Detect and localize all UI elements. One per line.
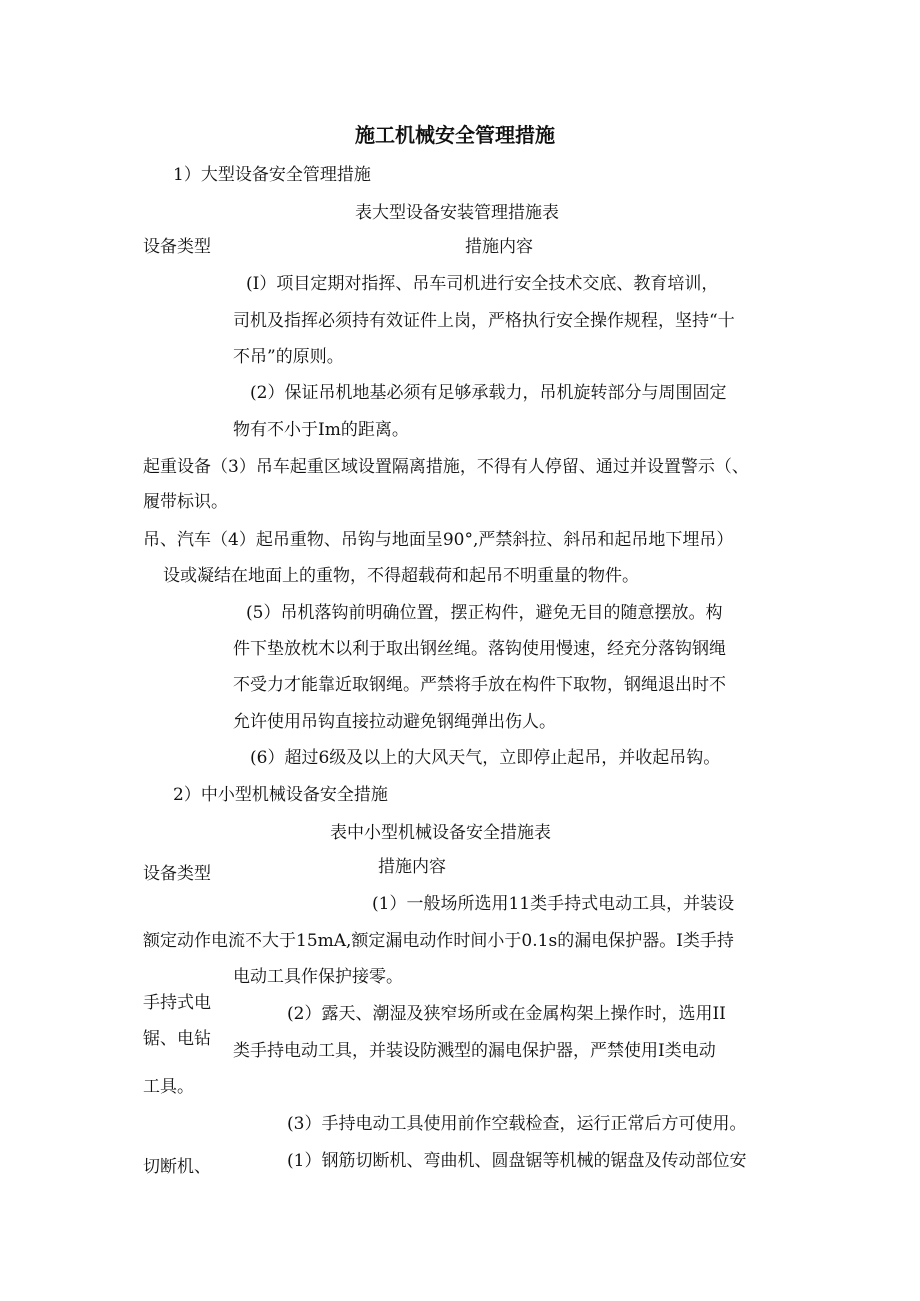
text-line: 履带标识。 — [143, 492, 228, 512]
text-line: (1）钢筋切断机、弯曲机、圆盘锯等机械的锯盘及传动部位安 — [287, 1151, 747, 1171]
section-heading: 1）大型设备安全管理措施 — [173, 165, 371, 185]
column-header-content: 措施内容 — [378, 857, 446, 877]
text-line: 类手持电动工具，并装设防溅型的漏电保护器，严禁使用I类电动 — [233, 1041, 716, 1061]
text-line: (5）吊机落钩前明确位置，摆正构件，避免无目的随意摆放。构 — [246, 603, 723, 623]
text-line: 司机及指挥必须持有效证件上岗，严格执行安全操作规程，坚持“十 — [233, 311, 735, 331]
column-header-type: 设备类型 — [143, 237, 211, 257]
text-line: 手持式电 — [143, 993, 211, 1013]
text-line: 不受力才能靠近取钢绳。严禁将手放在构件下取物，钢绳退出时不 — [233, 675, 726, 695]
text-line: 电动工具作保护接零。 — [233, 967, 403, 987]
text-line: 锯、电钻 — [143, 1029, 211, 1049]
text-line: 允许使用吊钩直接拉动避免钢绳弹出伤人。 — [233, 712, 556, 732]
text-line: (2）保证吊机地基必须有足够承载力，吊机旋转部分与周围固定 — [250, 383, 727, 403]
text-line: 起重设备（3）吊车起重区域设置隔离措施，不得有人停留、通过并设置警示（、 — [143, 457, 749, 477]
text-line: 设或凝结在地面上的重物，不得超载荷和起吊不明重量的物件。 — [163, 566, 639, 586]
text-line: (1）一般场所选用11类手持式电动工具，并装设 — [372, 894, 735, 914]
text-line: 工具。 — [143, 1077, 194, 1097]
section-heading: 2）中小型机械设备安全措施 — [173, 785, 388, 805]
text-line: 件下垫放枕木以利于取出钢丝绳。落钩使用慢速，经充分落钩钢绳 — [233, 639, 726, 659]
table-caption: 表中小型机械设备安全措施表 — [330, 823, 551, 843]
text-line: 不吊”的原则。 — [233, 347, 344, 367]
text-line: (2）露天、潮湿及狭窄场所或在金属构架上操作时，选用II — [287, 1004, 726, 1024]
column-header-type: 设备类型 — [143, 864, 211, 884]
text-line: 吊、汽车（4）起吊重物、吊钩与地面呈90°,严禁斜拉、斜吊和起吊地下埋吊） — [143, 530, 734, 550]
text-line: 额定动作电流不大于15mA,额定漏电动作时间小于0.1s的漏电保护器。I类手持 — [143, 931, 734, 951]
text-line: (3）手持电动工具使用前作空载检查，运行正常后方可使用。 — [287, 1114, 747, 1134]
table-caption: 表大型设备安装管理措施表 — [355, 203, 559, 223]
text-line: 切断机、 — [143, 1157, 211, 1177]
text-line: (6）超过6级及以上的大风天气，立即停止起吊，并收起吊钩。 — [250, 748, 721, 768]
text-line: 物有不小于Im的距离。 — [233, 420, 409, 440]
page-title: 施工机械安全管理措施 — [355, 123, 555, 147]
text-line: (I）项目定期对指挥、吊车司机进行安全技术交底、教育培训， — [246, 274, 719, 294]
column-header-content: 措施内容 — [465, 237, 533, 257]
